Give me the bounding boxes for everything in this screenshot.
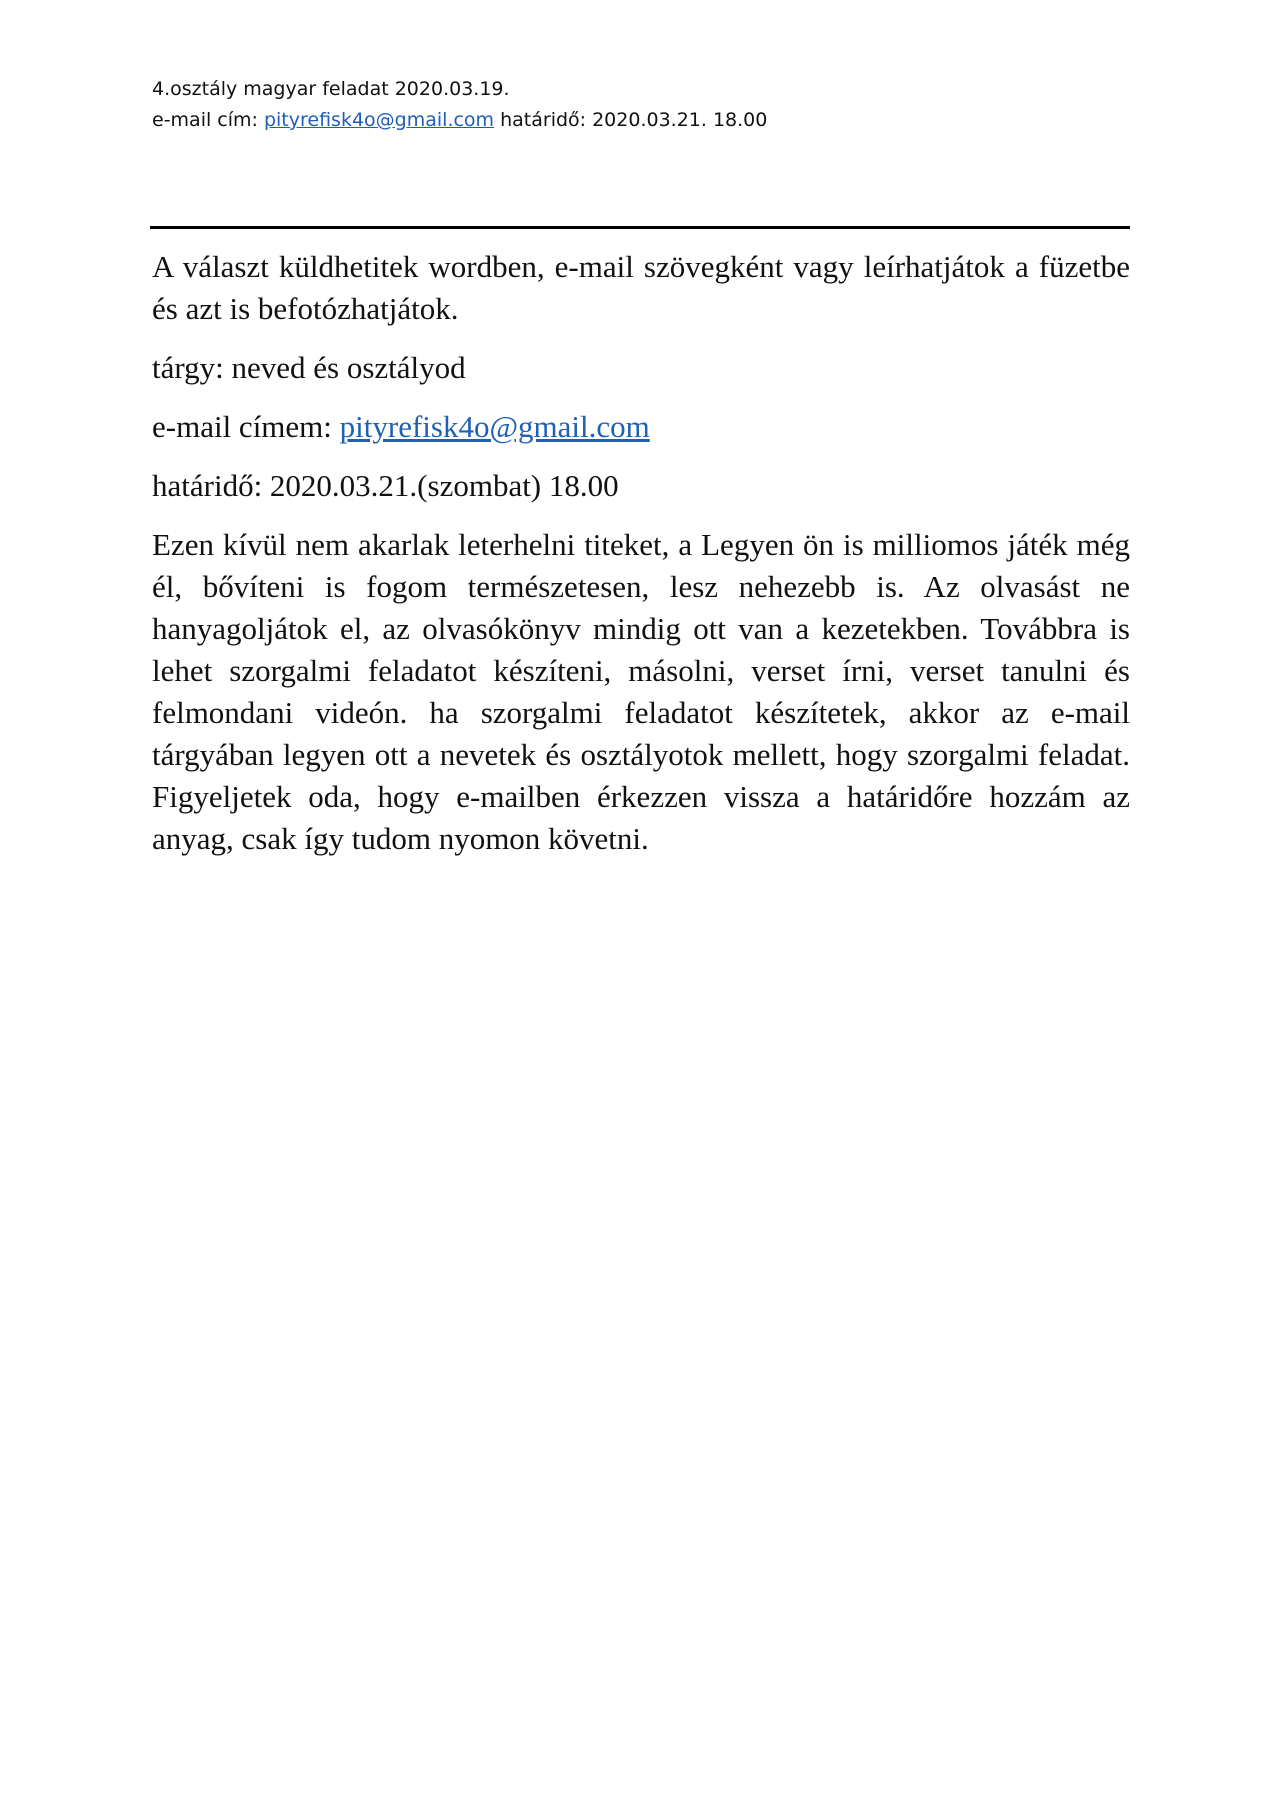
main-paragraph: Ezen kívül nem akarlak leterhelni titeket, a Legyen ön is milliomos játék még él, bővíteni is fogom természetesen, lesz nehezebb is. Az olvasást ne hanyagoljátok el, az olvasókönyv mindig ott van a kezetekben. Továbbra is lehet szorgalmi feladatot készíteni, másolni, verset írni, verset tanulni és felmondani videón. ha szorgalmi feladatot készítetek, akkor az e-mail tárgyában legyen ott a nevetek és osztályotok mellett, hogy szorgalmi feladat. Figyeljetek oda, hogy e-mailben érkezzen vissza a határidőre hozzám az anyag, csak így tudom nyomon követni.: [152, 527, 1130, 856]
subject-line: tárgy: neved és osztályod: [152, 350, 466, 385]
header-email-link[interactable]: pityrefisk4o@gmail.com: [263, 109, 495, 131]
document-body: [152, 246, 1130, 877]
header-contact-line: [152, 105, 1132, 136]
intro-paragraph: A választ küldhetitek wordben, e-mail szövegként vagy leírhatjátok a füzetbe és azt is befotózhatjátok.: [152, 249, 1130, 326]
horizontal-divider: [150, 226, 1130, 229]
page-header: [152, 74, 1132, 136]
header-email-label: e-mail cím:: [152, 109, 264, 131]
header-deadline: határidő: 2020.03.21. 18.00: [494, 109, 768, 131]
body-email-link[interactable]: pityrefisk4o@gmail.com: [339, 409, 650, 444]
deadline-line: határidő: 2020.03.21.(szombat) 18.00: [152, 468, 619, 503]
body-email-label: e-mail címem:: [152, 409, 340, 444]
header-title: 4.osztály magyar feladat 2020.03.19.: [152, 78, 510, 100]
email-line: [152, 406, 1130, 448]
